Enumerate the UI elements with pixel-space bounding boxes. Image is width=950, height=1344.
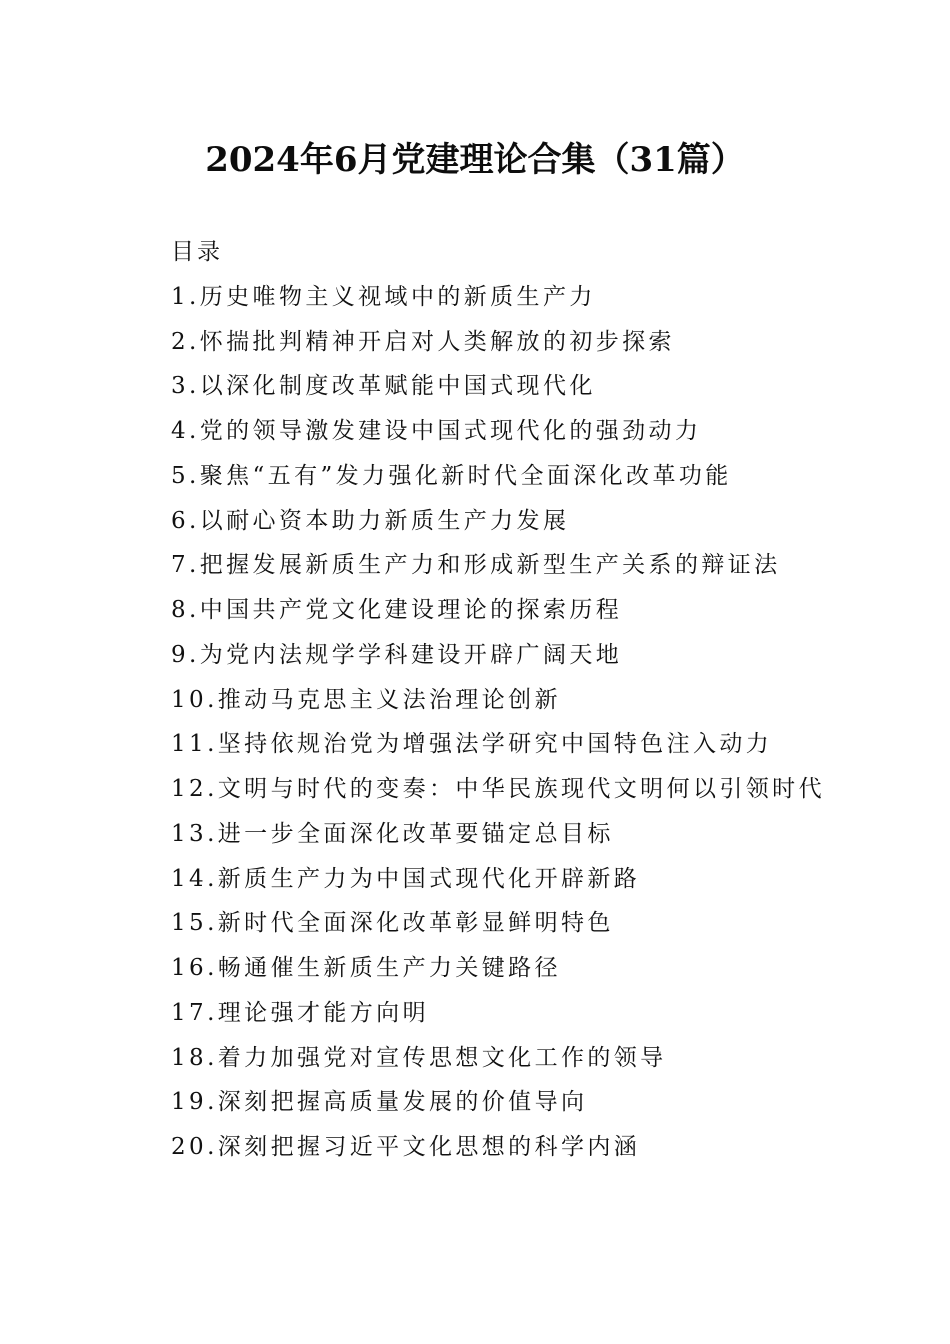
toc-item: 9.为党内法规学学科建设开辟广阔天地 <box>171 641 623 668</box>
toc-item: 12.文明与时代的变奏：中华民族现代文明何以引领时代 <box>171 776 825 803</box>
toc-item: 5.聚焦“五有”发力强化新时代全面深化改革功能 <box>171 462 732 489</box>
toc-item: 16.畅通催生新质生产力关键路径 <box>171 955 561 982</box>
toc-heading: 目录 <box>171 239 223 265</box>
toc-item: 13.进一步全面深化改革要锚定总目标 <box>171 820 614 847</box>
document-title: 2024年6月党建理论合集（31篇） <box>205 140 745 180</box>
toc-item: 20.深刻把握习近平文化思想的科学内涵 <box>171 1134 641 1161</box>
table-of-contents <box>171 232 891 1172</box>
toc-list <box>171 277 891 1172</box>
toc-item: 19.深刻把握高质量发展的价值导向 <box>171 1089 588 1116</box>
toc-item: 4.党的领导激发建设中国式现代化的强劲动力 <box>171 418 702 445</box>
toc-item: 6.以耐心资本助力新质生产力发展 <box>171 507 570 534</box>
toc-item: 17.理论强才能方向明 <box>171 999 429 1026</box>
toc-item: 8.中国共产党文化建设理论的探索历程 <box>171 597 623 624</box>
toc-item: 18.着力加强党对宣传思想文化工作的领导 <box>171 1044 667 1071</box>
toc-item: 11.坚持依规治党为增强法学研究中国特色注入动力 <box>171 731 773 758</box>
toc-item: 10.推动马克思主义法治理论创新 <box>171 686 561 713</box>
toc-item: 7.把握发展新质生产力和形成新型生产关系的辩证法 <box>171 552 781 579</box>
toc-item: 1.历史唯物主义视域中的新质生产力 <box>171 283 596 310</box>
toc-item: 3.以深化制度改革赋能中国式现代化 <box>171 373 596 400</box>
toc-item: 14.新质生产力为中国式现代化开辟新路 <box>171 865 641 892</box>
toc-item: 2.怀揣批判精神开启对人类解放的初步探索 <box>171 328 675 355</box>
toc-item: 15.新时代全面深化改革彰显鲜明特色 <box>171 910 614 937</box>
